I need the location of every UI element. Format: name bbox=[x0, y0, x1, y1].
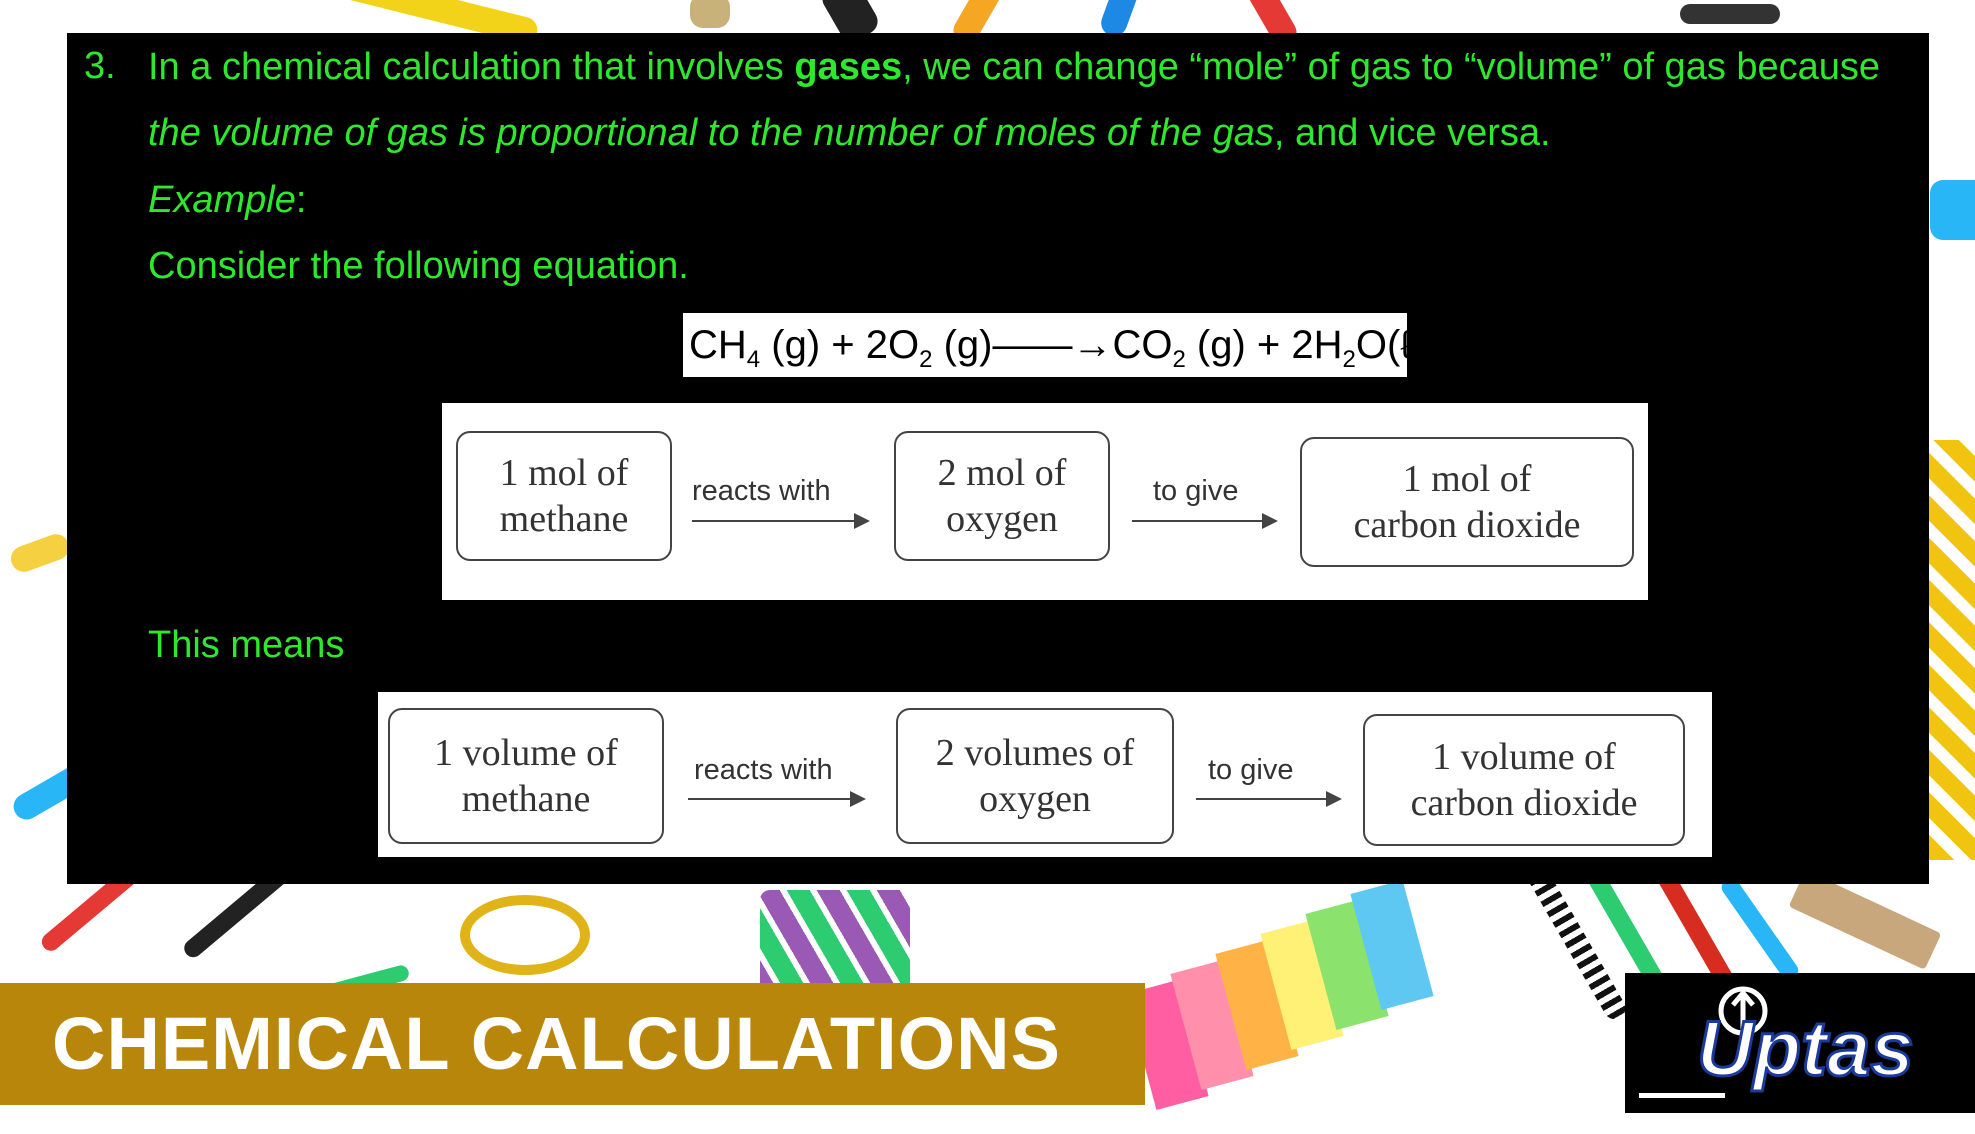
example-label: Example bbox=[148, 179, 296, 221]
box-line: 1 mol of bbox=[499, 452, 629, 494]
eq-arrow: ——→ bbox=[992, 323, 1113, 367]
to-give-label: to give bbox=[1153, 475, 1239, 507]
para2-italic-text: the volume of gas is proportional to the number of moles of the gas bbox=[148, 112, 1274, 154]
para1-text-end: , we can change “mole” of gas to “volume” of gas because bbox=[902, 46, 1881, 88]
logo-text: Uptas bbox=[1697, 1004, 1914, 1092]
box-line: carbon dioxide bbox=[1410, 782, 1638, 824]
box-line: 1 volume of bbox=[434, 732, 618, 774]
title-banner: CHEMICAL CALCULATIONS bbox=[0, 983, 1145, 1105]
box-line: 2 volumes of bbox=[935, 732, 1135, 774]
para1-text: In a chemical calculation that involves bbox=[148, 46, 795, 88]
paragraph-line-2 bbox=[148, 111, 1551, 155]
eq-ch: CH bbox=[689, 323, 747, 367]
eq-sub-2c: 2 bbox=[1342, 346, 1356, 373]
paragraph-line-1 bbox=[148, 45, 1880, 89]
volume-flow-diagram bbox=[378, 692, 1712, 857]
box-line: methane bbox=[499, 498, 629, 540]
content-slide bbox=[67, 33, 1929, 884]
volume-box-methane bbox=[388, 708, 664, 844]
eq-co: CO bbox=[1112, 323, 1173, 367]
eq-sub-2b: 2 bbox=[1172, 346, 1186, 373]
eq-sub-4: 4 bbox=[746, 346, 761, 373]
consider-text: Consider the following equation. bbox=[148, 245, 689, 287]
arrow-icon bbox=[692, 520, 868, 522]
eq-part-2: (g) bbox=[932, 323, 993, 367]
logo-underline bbox=[1639, 1093, 1725, 1098]
eq-part-3: (g) + 2H bbox=[1185, 323, 1343, 367]
arrow-icon bbox=[688, 798, 864, 800]
para1-bold-gases: gases bbox=[794, 46, 903, 88]
eq-sub-2a: 2 bbox=[919, 346, 933, 373]
volume-box-carbon-dioxide bbox=[1363, 714, 1685, 846]
mole-box-carbon-dioxide bbox=[1300, 437, 1634, 567]
to-give-label: to give bbox=[1208, 754, 1294, 786]
box-line: 1 mol of bbox=[1402, 458, 1532, 500]
mole-box-oxygen bbox=[894, 431, 1110, 561]
eq-part-1: (g) + 2O bbox=[760, 323, 920, 367]
volume-box-oxygen bbox=[896, 708, 1174, 844]
this-means-text: This means bbox=[148, 624, 345, 666]
box-line: oxygen bbox=[946, 498, 1058, 540]
chemical-equation bbox=[683, 313, 1427, 377]
box-line: oxygen bbox=[979, 778, 1091, 820]
item-number: 3. bbox=[84, 45, 116, 87]
eq-tail: O(ℓ) bbox=[1355, 323, 1427, 367]
arrow-icon bbox=[1196, 798, 1340, 800]
box-line: 2 mol of bbox=[937, 452, 1067, 494]
mole-box-methane bbox=[456, 431, 672, 561]
mole-flow-diagram bbox=[442, 403, 1648, 600]
box-line: methane bbox=[461, 778, 591, 820]
box-line: carbon dioxide bbox=[1353, 504, 1581, 546]
reacts-with-label: reacts with bbox=[694, 754, 833, 786]
example-colon: : bbox=[295, 179, 307, 221]
box-line: 1 volume of bbox=[1432, 736, 1616, 778]
arrow-icon bbox=[1132, 520, 1276, 522]
example-heading bbox=[148, 178, 306, 222]
uptas-logo bbox=[1625, 973, 1975, 1113]
para2-text-end: , and vice versa. bbox=[1273, 112, 1551, 154]
reacts-with-label: reacts with bbox=[692, 475, 831, 507]
